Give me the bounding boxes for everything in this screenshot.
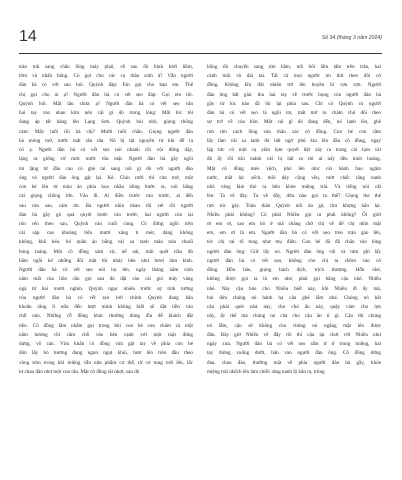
text-line: đàn ông bắt giác thu hai tay về trước bụng còn người đàn bà	[207, 91, 381, 98]
text-line: cái sập cao khoảng bốn mươi xăng ti mét, dáng không	[19, 230, 193, 237]
text-line: cái giọng chồng lớn. Vào đi. Ai điền trước vào trước, ai đến	[19, 193, 193, 200]
text-line: đang áp tất hàng lên Lạng Sơn. Quỳnh hỏi nhỏ, giọng thông	[19, 119, 193, 126]
text-line: chỗ nào. Những cỗ đồng khác thường dùng đĩa để khách đặt	[19, 313, 193, 320]
text-line: gầy từ lúc nào đã lùi lại phía sau. Chỉ có Quỳnh và người	[207, 100, 381, 107]
text-line: ơi em ơi, sao em bỏ ở mà chẳng chờ chị về để chị nhìn mặt	[207, 220, 381, 227]
text-line: rón rén theo sau, Quỳnh vào cuối cùng. Cô đứng ngồi trên	[19, 220, 193, 227]
left-column	[19, 63, 193, 377]
text-line: đỏ ấy rồi khi mảnh vải bị hất ra thì ai nấy đều kinh hoàng.	[207, 156, 381, 163]
text-line: lên: Ta về đây. Ta về đây, đứa nào gọi ta thế? Giọng the thé	[207, 193, 381, 200]
text-line: khoăn rằng lì nữa đến lượt mình không biết sẽ đặt tiền vào	[19, 304, 193, 311]
text-line: em, em ơi là em. Người đàn bà có vết sẹo trèo tràn gào lên,	[207, 230, 381, 237]
text-line: tóc chị tai tổ tung như mụ điên. Con bé đã đã chắn vào lòng	[207, 239, 381, 246]
text-line: dựng, vô can. Vừa khấn cô đồng vừa gật tay về phía con bé	[19, 341, 193, 348]
issue-line: Số 34 (tháng 3 năm 2024)	[321, 35, 382, 41]
right-column	[207, 63, 381, 377]
text-line: năm mất của hồn cần gọi sau đó đặt vào cái giỏ mây vàng	[19, 276, 193, 283]
text-line: này, ấy thế mà chúng nó chả cho cậu ăn tí gì. Cậu thì chúng	[207, 313, 381, 320]
text-line: nhé. Này cậu bảo cho Nhiều biết này, khi Nhiều đi ấy mà,	[207, 285, 381, 292]
text-line: nắm hương rồi cắm chỗ vào bên cạnh với một mặt đứng	[19, 331, 193, 338]
text-line: đàn bà gầy gò quả quyết bước vào trước, hai người còn lại	[19, 211, 193, 218]
text-line: nước, mắt lác xếch, mồi dày cộng vều, mớt chấc răng nanh	[207, 174, 381, 181]
text-line: bầm ngồi kế những đôi mắt thì nháy bên như bươi làm kinh.	[19, 257, 193, 264]
text-line: không được gọi ta là em nhé, phải gọi bằng cậu nhé. Nhiều	[207, 276, 381, 283]
text-line: cô ạ. Người đàn bà có vết sẹo nói nhanh rồi vội đứng dậy,	[19, 147, 193, 154]
text-line: đua, chao đảo, thường mặt về phía người đàn bà gầy, khóe	[207, 359, 381, 366]
text-line: đâu. Bây giờ Nhiều về đây rồi thì cậu lại chơi với Nhiều như	[207, 331, 381, 338]
text-line: miệng trái nhếch lên làm chiếc răng nanh lộ hẳn ra, trông	[207, 368, 325, 375]
text-line: cậu phải quét nhà này, cho chó ăn này, quậy cám cho lợn	[207, 304, 381, 311]
text-line: lặng ra giống vờ mức nước rửa mặt. Người đàn bà gầy ngồi	[19, 156, 193, 163]
text-line: ngày xưa. Người đàn bà có vết sẹo rấm ứ ở trong miệng, hai	[207, 341, 381, 348]
text-line: đồng. Hồn bảo, giọng hách dịch, trịch thượng. Hỗn nhẻ,	[207, 267, 381, 274]
text-line: rợn tóc gáy. Toàn thân Quỳnh nổi da gà, tim khựng hẳn lại.	[207, 202, 381, 209]
text-line: nó lẫm, cậu sẽ không cho chúng nó ngẩng mặt lên được	[207, 322, 381, 329]
page-number: 14	[19, 28, 37, 45]
text-line: tiền. Cô đồng lẩm nhẩm gọi trong khi con bé con chăm cà một	[19, 322, 193, 329]
header-rule	[19, 53, 382, 54]
text-line: hai tay vào nhau kim nén cái gì đó trong lòng: Mất lúc tôi	[19, 110, 193, 117]
text-line: đón lấy bó hương đang ngun ngụt khói, hươ lên trên đầu theo	[19, 350, 193, 357]
text-line: lờm và nhấn bông. Có gọi cho các cụ thân sinh ả? Vẫn người	[19, 73, 193, 80]
text-line: lư chao đảo như một con rắn. Mặt cô đồng tái nhợt, sau đó	[19, 368, 140, 375]
text-line: người đàn ông: Giữ lấy nó. Người đàn ông vội và túm ghì lấy	[207, 248, 381, 255]
text-line: Người đàn bà có vết sẹo nói họ tên, ngày tháng năm sinh	[19, 267, 193, 274]
text-line: Quỳnh hỏi: Mặt lâu chưa ạ? Người đàn bà có vết sẹo vân	[19, 100, 193, 107]
text-line: hồng rồi chuyển sang tím bầm, mồ hôi lấm tấm trên trán, hai	[207, 64, 381, 70]
text-line: ông và người đàn ông gật lại. Kẻ. Chín rưỡi thì cửa mở, một	[19, 174, 193, 181]
text-line: đàn bà có với sao hỏi. Quỳnh đáp: Em gọi cho bạn em. Thế	[19, 82, 193, 89]
text-line: cảm: Mấy tuổi rồi hả chị? Mười tuổi chẵn. Giọng người đàn	[19, 128, 193, 135]
text-line: Mặt cô đồng méo xệch, phù lên như cái bánh bao ngâm	[207, 165, 381, 172]
text-line: bóng loáng. Một cô đồng xám xịt, uể oải, mũi quết trầu đỏ	[19, 248, 193, 255]
text-line: của người đàn bà có vết sẹo bởi chính Quỳnh đang băn	[19, 294, 193, 301]
text-line: bà mỏng mờ, nước mắt rân rân. Nó bị tật nguyền từ khi để ra	[19, 137, 193, 144]
text-line: rợn tìm cách lồng vào thân xác cô đồng. Con bé con cầm	[207, 128, 381, 135]
text-line: tay thông xuống dưới, hẳn vào người đàn ông. Cô đồng dừng	[207, 350, 381, 357]
text-line: sau vào sau, cảm ơn. Ba người nhìn nhau rồi xét rồi người	[19, 202, 193, 209]
text-line: sự trở về của hồn. Một cái gì đó đang đến, nó lạnh lẽo, ghê	[207, 119, 381, 126]
text-line: hai đứa chúng nó hành hạ cậu ghê lắm nhé. Chúng nó bắt	[207, 294, 381, 301]
text-line: cánh mũi và dái tai. Tất cả mọi người im thít theo dõi cô	[207, 73, 381, 80]
text-line: ngà từ hai mươi nghìn. Quỳnh ngạc nhiên trước sự tinh tường	[19, 285, 193, 292]
text-line: đồng. Không khí đột nhiên trở lên huyền bí rợn rợn. Người	[207, 82, 381, 89]
text-line: lấy tầm vải sa tanh đỏ bất ngờ phủ kín lên đầu cô đồng, ngay	[207, 137, 381, 144]
text-line: con bé lên từ màu áo phía hoa nhầu hồng bước ra, nói bằng	[19, 184, 193, 191]
text-line: người đàn bà có vết sẹo, không cho chị ta chồm vào cô	[207, 257, 381, 264]
text-line: đàn bà có vết sẹo là ngồi im, mắt mở to chăm chú dõi theo	[207, 110, 381, 117]
text-line: tràn trải sang chân lông máy phải, về sau đó hình lưới liềm,	[19, 64, 193, 70]
text-line: vòng tròn trong khi miệng vẫn nửa phẩm cơ thể, từ cơ tung trời lên, lấc	[19, 359, 193, 366]
text-line: im lặng từ đầu cau có ghé tai sang nói gì đó với người đàn	[19, 165, 193, 172]
text-line: Nhiều phải không? Cô phải Nhiều gọi ta phải không? Ôi giời	[207, 211, 381, 218]
text-line: không, khô héo, bó quần áo bằng vải xa tanh màu nón chuối	[19, 239, 193, 246]
text-line: lập tức cô một cụ yếm lọm quyết liệt xảy ra trong cái lụm vải	[207, 147, 381, 154]
text-line: chị gọi cho ai ạ? Người đàn bà có vết sẹo đáp: Gọi em tôi.	[19, 91, 193, 98]
text-line: nhô vàng khè thò ra bên khóe miệng trái. Và tiếng nói cất	[207, 184, 381, 191]
